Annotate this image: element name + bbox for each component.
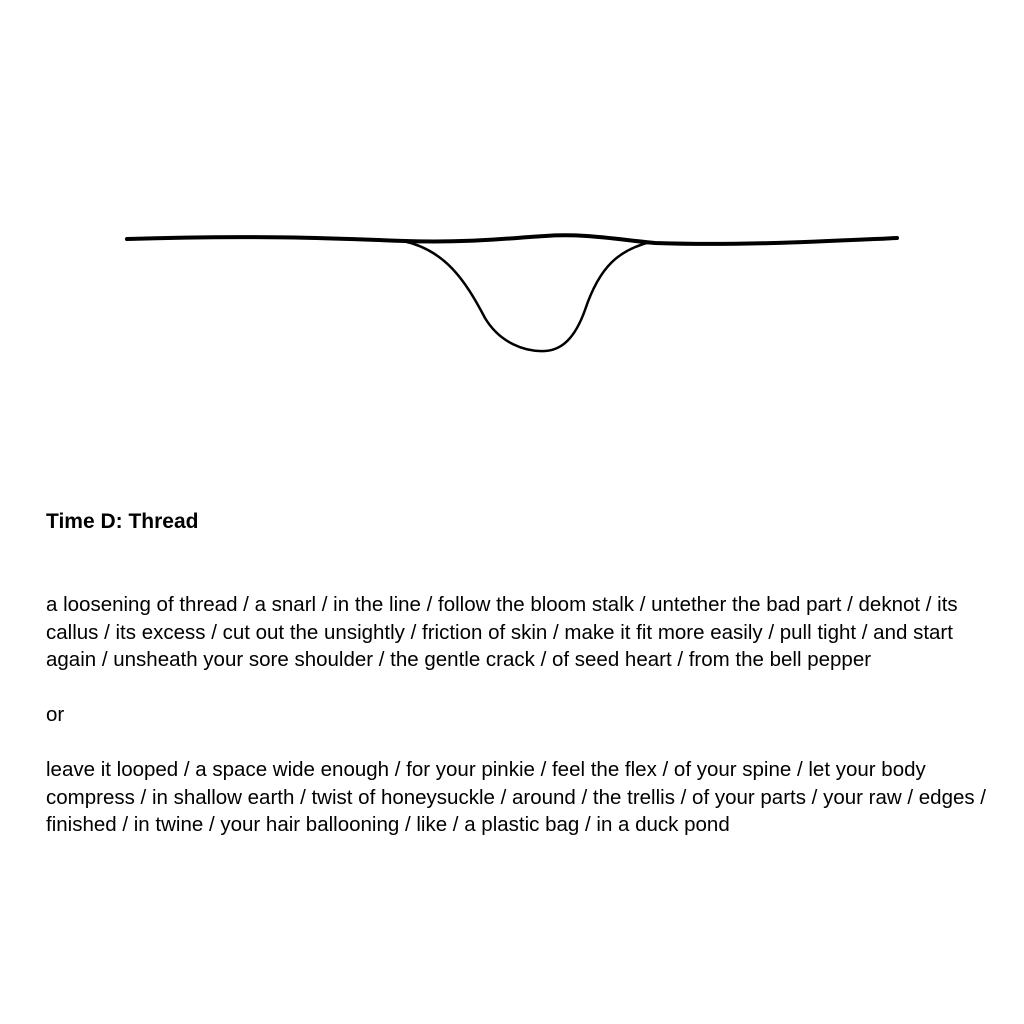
- poem-body: [46, 591, 991, 839]
- thread-loop: [403, 241, 650, 351]
- page-title: Time D: Thread: [46, 510, 199, 533]
- thread-loop-illustration: [0, 0, 1024, 420]
- poem-stanza-2: leave it looped / a space wide enough / for your pinkie / feel the flex / of your spine / let your body compress / in shallow earth / twist of honeysuckle / around / the trellis / of your parts / your raw / edges / finished / in twine / your hair ballooning / like / a plastic bag / in a duck pond: [46, 758, 987, 836]
- poem-stanza-1: a loosening of thread / a snarl / in the line / follow the bloom stalk / untether the bad part / deknot / its callus / its excess / cut out the unsightly / friction of skin / make it fit more easily / pull tight / and start again / unsheath your sore shoulder / the gentle crack / of seed heart / from the bell pepper: [46, 593, 958, 671]
- thread-line: [127, 235, 897, 244]
- poem-conjunction: or: [46, 703, 65, 726]
